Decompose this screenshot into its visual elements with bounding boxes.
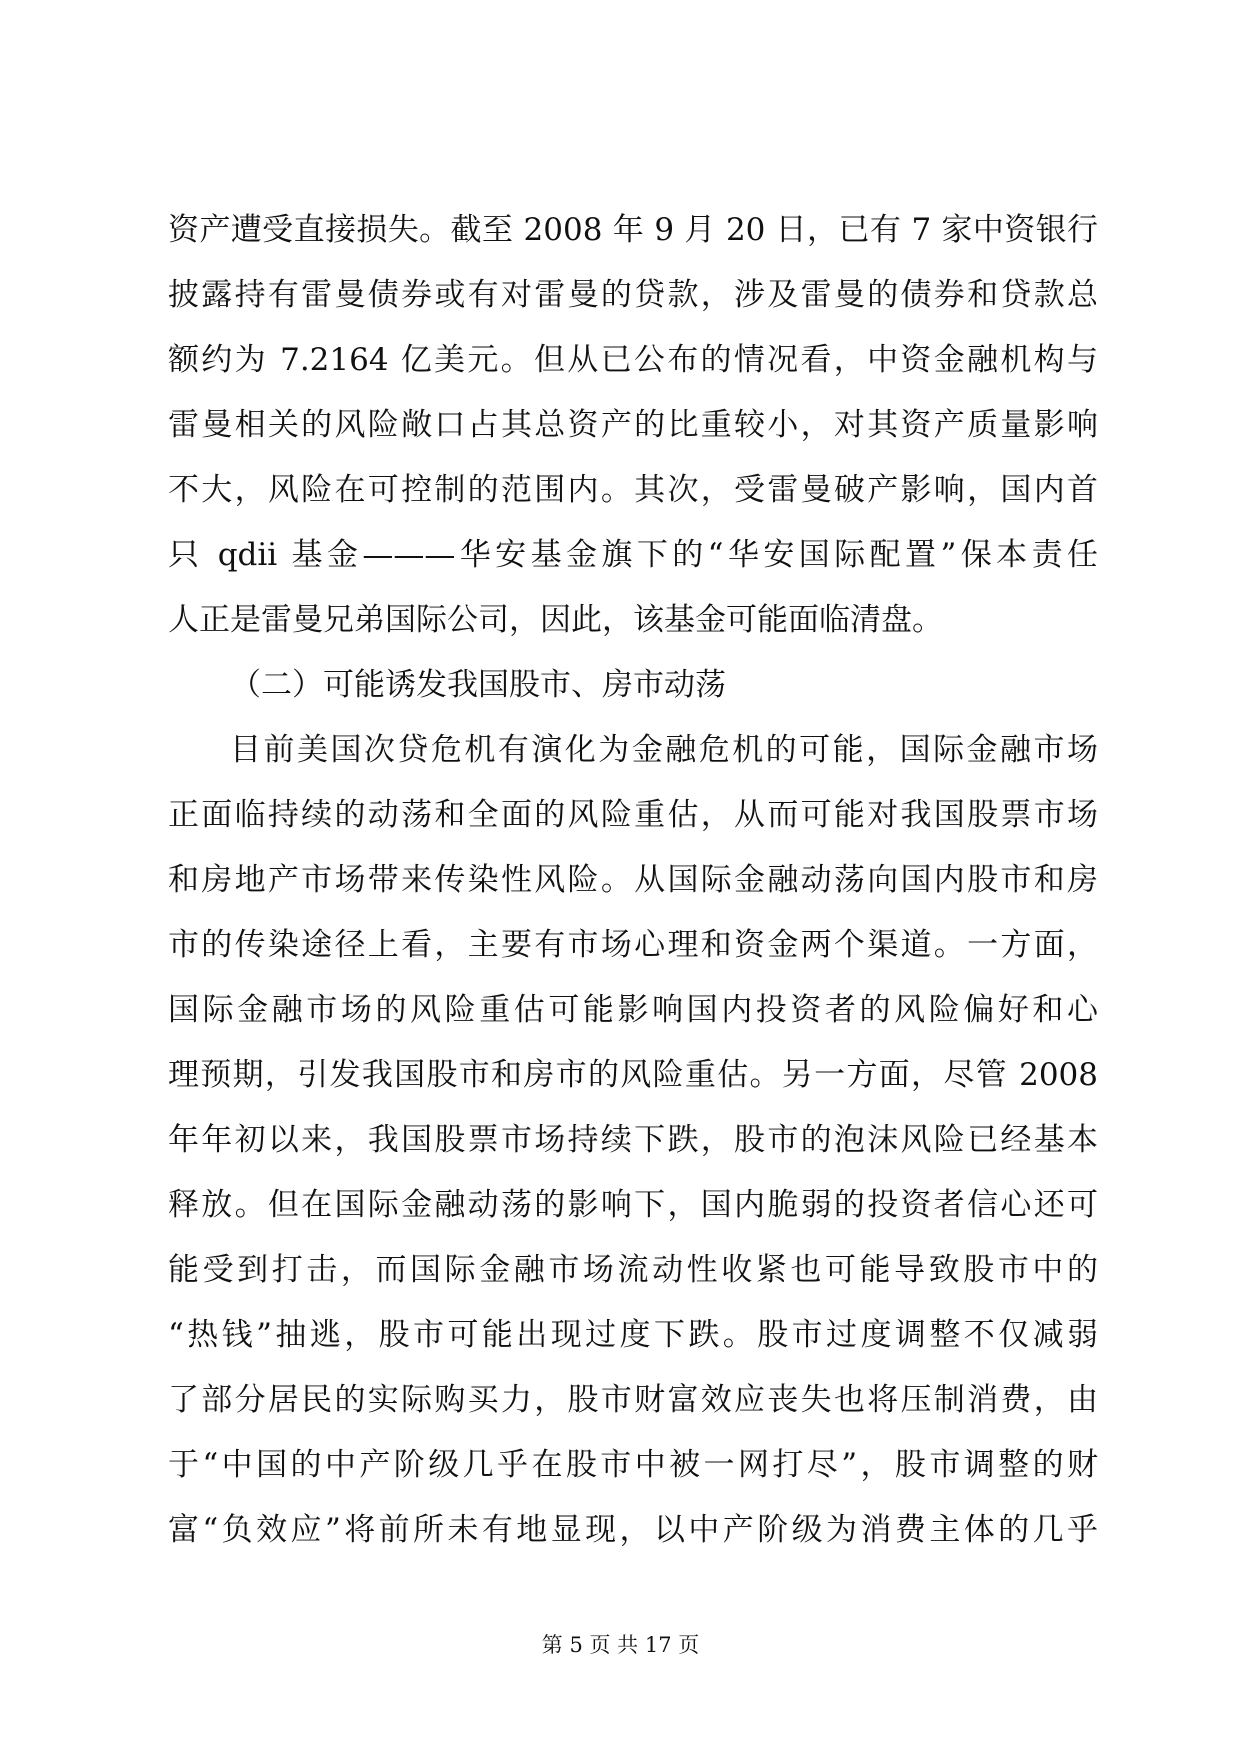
paragraph-line: 能受到打击，而国际金融市场流动性收紧也可能导致股市中的 [168, 1252, 1098, 1288]
page-number-footer: 第 5 页 共 17 页 [541, 1633, 700, 1657]
paragraph-line: 人正是雷曼兄弟国际公司，因此，该基金可能面临清盘。 [168, 602, 943, 638]
paragraph-line: 不大，风险在可控制的范围内。其次，受雷曼破产影响，国内首 [168, 472, 1098, 508]
paragraph-line: 资产遭受直接损失。截至 2008 年 9 月 20 日，已有 7 家中资银行 [168, 212, 1098, 248]
paragraph-line: 目前美国次贷危机有演化为金融危机的可能，国际金融市场 [230, 732, 1098, 768]
paragraph-line: 年年初以来，我国股票市场持续下跌，股市的泡沫风险已经基本 [168, 1122, 1098, 1158]
paragraph-line: 于“中国的中产阶级几乎在股市中被一网打尽”，股市调整的财 [168, 1447, 1098, 1483]
paragraph-line: 雷曼相关的风险敞口占其总资产的比重较小，对其资产质量影响 [168, 407, 1098, 443]
section-heading: （二）可能诱发我国股市、房市动荡 [230, 667, 726, 703]
paragraph-line: 国际金融市场的风险重估可能影响国内投资者的风险偏好和心 [168, 992, 1098, 1028]
paragraph-line: 正面临持续的动荡和全面的风险重估，从而可能对我国股票市场 [168, 797, 1098, 833]
paragraph-line: 只 qdii 基金———华安基金旗下的“华安国际配置”保本责任 [168, 537, 1098, 573]
paragraph-line: 富“负效应”将前所未有地显现，以中产阶级为消费主体的几乎 [168, 1512, 1098, 1548]
paragraph-line: “热钱”抽逃，股市可能出现过度下跌。股市过度调整不仅减弱 [168, 1317, 1098, 1353]
paragraph-line: 和房地产市场带来传染性风险。从国际金融动荡向国内股市和房 [168, 862, 1098, 898]
paragraph-line: 额约为 7.2164 亿美元。但从已公布的情况看，中资金融机构与 [168, 342, 1098, 378]
paragraph-line: 披露持有雷曼债券或有对雷曼的贷款，涉及雷曼的债券和贷款总 [168, 277, 1098, 313]
paragraph-line: 了部分居民的实际购买力，股市财富效应丧失也将压制消费，由 [168, 1382, 1098, 1418]
paragraph-line: 市的传染途径上看，主要有市场心理和资金两个渠道。一方面， [168, 927, 1098, 963]
paragraph-line: 理预期，引发我国股市和房市的风险重估。另一方面，尽管 2008 [168, 1057, 1098, 1093]
paragraph-line: 释放。但在国际金融动荡的影响下，国内脆弱的投资者信心还可 [168, 1187, 1098, 1223]
